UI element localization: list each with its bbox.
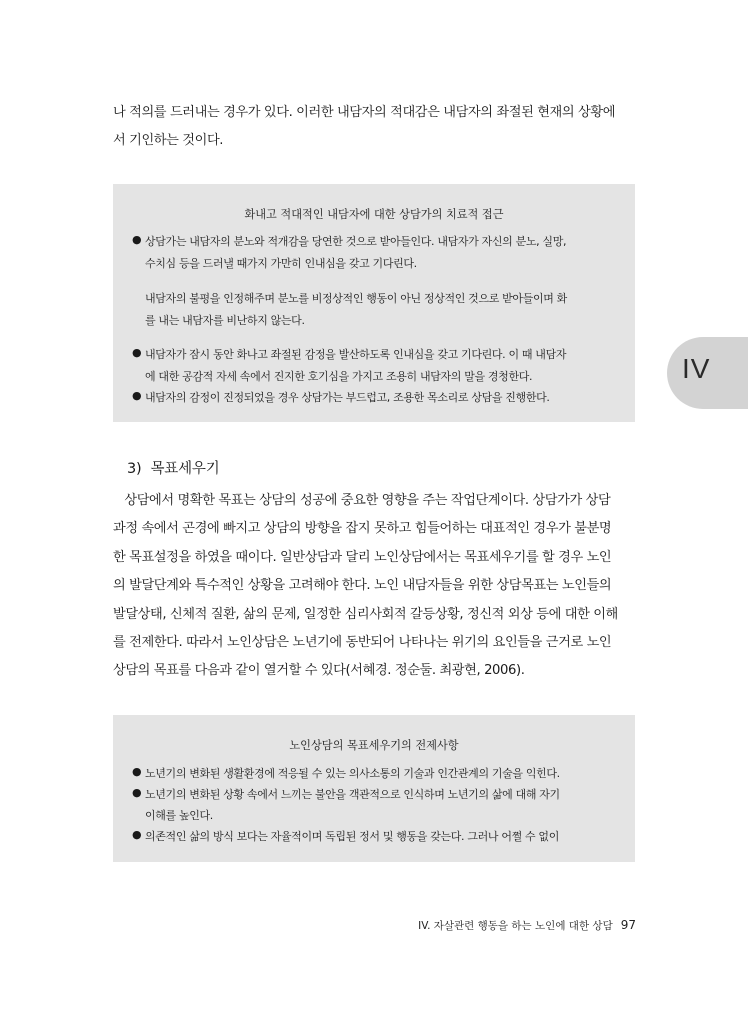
section-title: 목표세우기 bbox=[150, 461, 220, 477]
body-line: 를 전제한다. 따라서 노인상담은 노년기에 동반되어 나타나는 위기의 요인들을 근거로 노인 bbox=[113, 634, 612, 650]
bullet-item bbox=[132, 389, 550, 405]
box-paragraph-line: 내담자의 불평을 인정해주며 분노를 비정상적인 행동이 아닌 정상적인 것으로 받아들이며 화 bbox=[145, 292, 567, 305]
bullet-text: 노년기의 변화된 생활환경에 적응될 수 있는 의사소통의 기술과 인간관계의 기술을 익힌다. bbox=[145, 767, 560, 780]
intro-line: 서 기인하는 것이다. bbox=[113, 133, 224, 148]
bullet-icon: ● bbox=[132, 233, 142, 246]
bullet-item bbox=[132, 233, 566, 249]
goal-setting-premises-box bbox=[113, 715, 635, 862]
body-line: 상담에서 명확한 목표는 상담의 성공에 중요한 영향을 주는 작업단계이다. 상담가가 상담 bbox=[113, 493, 611, 508]
running-footer: IV. 자살관련 행동을 하는 노인에 대한 상담 bbox=[418, 920, 613, 932]
body-paragraph bbox=[113, 487, 637, 686]
intro-line: 나 적의를 드러내는 경우가 있다. 이러한 내담자의 적대감은 내담자의 좌절된 현재의 상황에 bbox=[113, 105, 616, 120]
body-line: 상담의 목표를 다음과 같이 열거할 수 있다(서혜경. 정순둘. 최광현, 2006). bbox=[113, 663, 525, 679]
box-paragraph-line: 를 내는 내담자를 비난하지 않는다. bbox=[145, 314, 305, 327]
chapter-tab bbox=[667, 337, 748, 409]
bullet-text-continued: 수치심 등을 드러낼 때가지 가만히 인내심을 갖고 기다린다. bbox=[145, 257, 417, 270]
section-number: 3) bbox=[127, 461, 142, 477]
section-heading bbox=[127, 457, 220, 478]
bullet-icon: ● bbox=[132, 765, 142, 778]
bullet-text: 노년기의 변화된 상황 속에서 느끼는 불안을 객관적으로 인식하며 노년기의 삶에 대해 자기 bbox=[145, 788, 560, 801]
bullet-text-continued: 이해를 높인다. bbox=[145, 809, 213, 822]
bullet-icon: ● bbox=[132, 346, 142, 359]
box-title: 화내고 적대적인 내담자에 대한 상담가의 치료적 접근 bbox=[244, 208, 504, 221]
page-footer bbox=[418, 918, 636, 933]
bullet-text: 상담가는 내담자의 분노와 적개감을 당연한 것으로 받아들인다. 내담자가 자신의 분노, 실망, bbox=[145, 235, 567, 248]
hostile-client-approach-box bbox=[113, 184, 635, 422]
bullet-item bbox=[132, 765, 560, 781]
bullet-item bbox=[132, 346, 566, 362]
bullet-icon: ● bbox=[132, 786, 142, 799]
body-line: 발달상태, 신체적 질환, 삶의 문제, 일정한 심리사회적 갈등상황, 정신적 외상 등에 대한 이해 bbox=[113, 606, 618, 622]
bullet-text-continued: 에 대한 공감적 자세 속에서 진지한 호기심을 가지고 조용히 내담자의 말을 경청한다. bbox=[145, 370, 533, 383]
bullet-text: 의존적인 삶의 방식 보다는 자율적이며 독립된 정서 및 행동을 갖는다. 그러나 어쩔 수 없이 bbox=[145, 830, 559, 843]
bullet-item bbox=[132, 786, 560, 802]
bullet-text: 내담자가 잠시 동안 화나고 좌절된 감정을 발산하도록 인내심을 갖고 기다린다. 이 때 내담자 bbox=[145, 348, 567, 361]
page-number: 97 bbox=[620, 918, 636, 932]
box-title: 노인상담의 목표세우기의 전제사항 bbox=[289, 739, 459, 752]
bullet-icon: ● bbox=[132, 828, 142, 841]
bullet-icon: ● bbox=[132, 389, 142, 402]
body-line: 의 발달단계와 특수적인 상황을 고려해야 한다. 노인 내담자들을 위한 상담목표는 노인들의 bbox=[113, 578, 612, 594]
body-line: 한 목표설정을 하였을 때이다. 일반상담과 달리 노인상담에서는 목표세우기를 할 경우 노인 bbox=[113, 549, 612, 565]
intro-paragraph bbox=[113, 99, 637, 155]
bullet-text: 내담자의 감정이 진정되었을 경우 상담가는 부드럽고, 조용한 목소리로 상담을 진행한다. bbox=[145, 391, 550, 404]
body-line: 과정 속에서 곤경에 빠지고 상담의 방향을 잡지 못하고 힘들어하는 대표적인 경우가 불분명 bbox=[113, 521, 612, 537]
bullet-item bbox=[132, 828, 559, 844]
chapter-tab-label: IV bbox=[682, 353, 711, 384]
